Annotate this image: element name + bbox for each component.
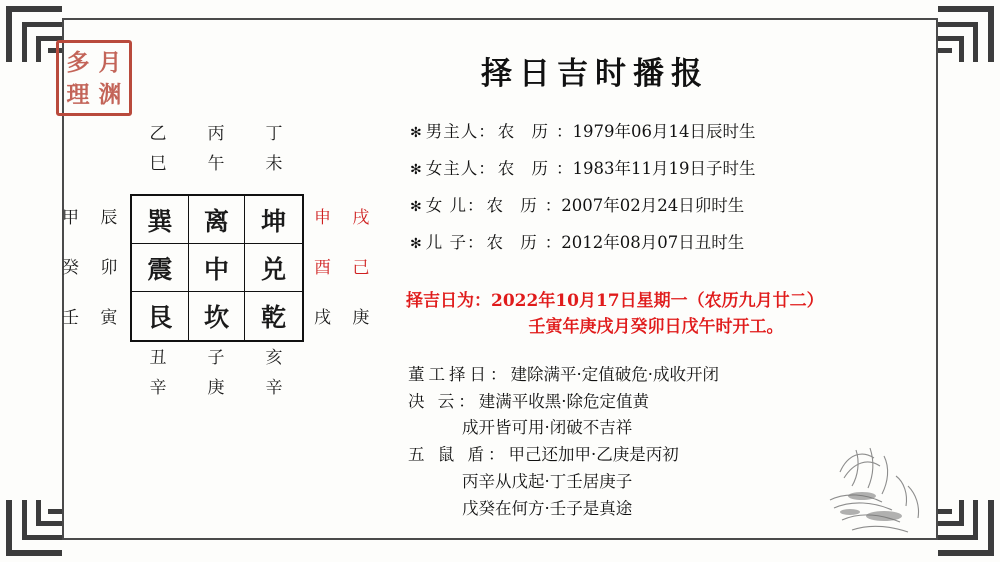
grid-bottom-branch-1: 丑 (149, 348, 167, 368)
grid-bottom-stem-1: 辛 (149, 378, 167, 398)
info-value: ：1979年06月14日辰时生 (555, 122, 756, 141)
grid-top-stem-2: 丙 (207, 124, 225, 144)
trigram-cell-3: 坤 (245, 196, 302, 244)
verse-text: 成开皆可用·闭破不吉祥 (462, 418, 633, 438)
trigram-cell-9: 乾 (261, 303, 287, 332)
grid-top-stem-1: 乙 (149, 124, 167, 144)
ink-painting-decoration (822, 442, 934, 538)
frame-border-bottom (62, 538, 938, 540)
seal-char-3: 理 (66, 80, 90, 108)
info-label: 女 儿： (425, 196, 485, 215)
corner-ornament-bottom-right (932, 494, 994, 556)
verse-text: 建除满平·定值破危·成收开闭 (510, 365, 719, 384)
bullet-icon: ✻ (410, 199, 422, 215)
grid-top-branch-3: 未 (265, 154, 283, 174)
nine-palace-diagram (62, 118, 392, 418)
verse-line-3 (408, 415, 938, 442)
bullet-icon: ✻ (410, 162, 422, 178)
page-title: 择日吉时播报 (481, 56, 709, 92)
bullet-icon: ✻ (410, 236, 422, 252)
verse-head: 决 云： (408, 391, 479, 411)
verse-line-2 (408, 389, 938, 416)
family-info-list (410, 118, 930, 266)
info-label: 女主人： (425, 159, 496, 178)
trigram-cell-1: 巽 (132, 196, 189, 244)
trigram-cell-2: 离 (189, 196, 246, 244)
verse-line-1 (408, 362, 938, 389)
grid-left-label-3: 壬 寅 (62, 308, 126, 328)
verse-text: 建满平收黑·除危定值黄 (478, 391, 649, 411)
seal-char-4: 渊 (98, 80, 122, 108)
info-value: ：2007年02月24日卯时生 (544, 196, 745, 215)
grid-top-stem-3: 丁 (265, 124, 283, 144)
verse-text: 戊癸在何方·壬子是真途 (462, 498, 633, 518)
verse-text: 甲己还加甲·乙庚是丙初 (508, 445, 679, 465)
grid-bottom-stem-3: 辛 (265, 378, 283, 398)
info-label: 男主人： (425, 122, 496, 141)
seal-char-2: 月 (98, 48, 122, 76)
trigram-grid (130, 194, 304, 342)
seal-char-1: 多 (66, 48, 90, 76)
verse-text: 丙辛从戊起·丁壬居庚子 (462, 471, 633, 491)
info-calendar-label: 农 历 (486, 233, 543, 252)
trigram-cell-5: 中 (189, 244, 246, 292)
info-row-son (410, 229, 930, 253)
bullet-icon: ✻ (410, 125, 422, 141)
trigram-cell-4: 震 (132, 244, 189, 292)
grid-right-label-1: 申 戌 (314, 208, 378, 228)
grid-bottom-branch-2: 子 (207, 348, 225, 368)
grid-bottom-stem-2: 庚 (207, 378, 225, 398)
info-row-wife (410, 155, 930, 179)
corner-ornament-top-right (932, 6, 994, 68)
chosen-date-block (406, 288, 936, 341)
info-calendar-label: 农 历 (497, 122, 554, 141)
chosen-date-line-2: 壬寅年庚戌月癸卯日戊午时开工。 (528, 317, 784, 338)
verse-head: 五 鼠 盾： (408, 445, 509, 465)
info-calendar-label: 农 历 (497, 159, 554, 178)
info-calendar-label: 农 历 (486, 196, 543, 215)
info-label: 儿 子： (425, 233, 485, 252)
grid-right-label-2: 酉 己 (314, 258, 378, 278)
grid-right-label-3: 戌 庚 (314, 308, 378, 328)
grid-left-label-2: 癸 卯 (62, 258, 126, 278)
chosen-date-line-1: 择吉日为：2022年10月17日星期一（农历九月廿二） (406, 291, 824, 311)
info-row-husband (410, 118, 930, 142)
trigram-cell-6: 兑 (245, 244, 302, 292)
corner-ornament-bottom-left (6, 494, 68, 556)
grid-bottom-branch-3: 亥 (265, 348, 283, 368)
info-value: ：2012年08月07日丑时生 (544, 233, 745, 252)
grid-left-label-1: 甲 辰 (62, 208, 126, 228)
verse-head: 董工择日： (408, 365, 511, 384)
seal-stamp (56, 40, 132, 116)
frame-border-top (62, 18, 938, 20)
info-row-daughter (410, 192, 930, 216)
info-value: ：1983年11月19日子时生 (555, 159, 756, 178)
grid-top-branch-2: 午 (207, 154, 225, 174)
trigram-cell-8: 坎 (189, 292, 246, 340)
trigram-cell-7: 艮 (132, 292, 189, 340)
grid-top-branch-1: 巳 (149, 154, 167, 174)
